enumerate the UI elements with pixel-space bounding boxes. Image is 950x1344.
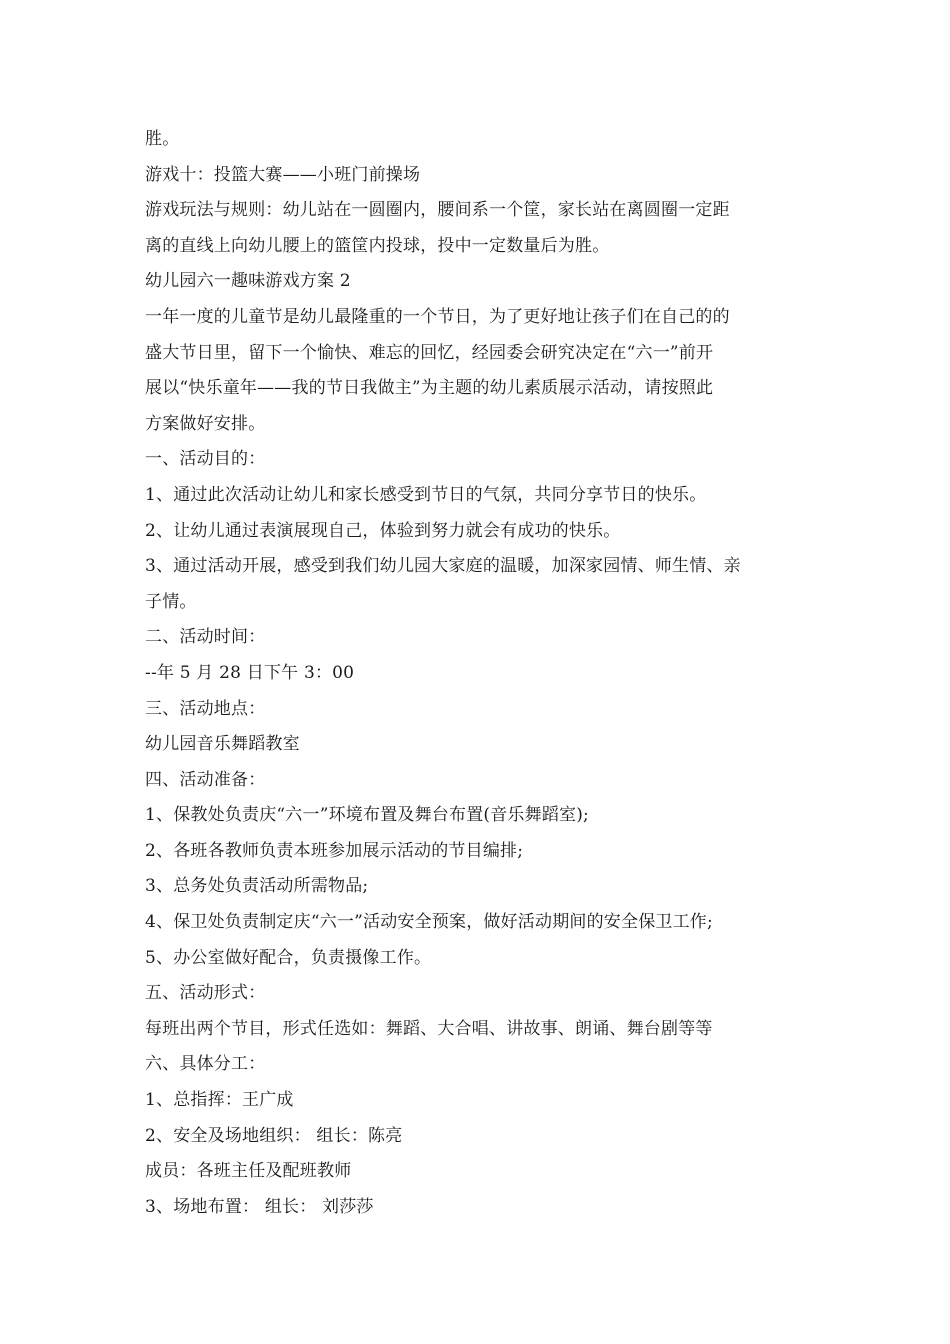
list-item: 3、场地布置： 组长： 刘莎莎	[145, 1196, 374, 1217]
section-heading-division: 六、具体分工：	[145, 1054, 266, 1075]
list-item: 3、通过活动开展，感受到我们幼儿园大家庭的温暖，加深家园情、师生情、亲	[145, 556, 741, 577]
list-item: 1、总指挥：王广成	[145, 1090, 294, 1111]
text-line: 展以“快乐童年——我的节日我做主”为主题的幼儿素质展示活动，请按照此	[145, 378, 714, 399]
list-item: 2、让幼儿通过表演展现自己，体验到努力就会有成功的快乐。	[145, 520, 621, 541]
list-item: 4、保卫处负责制定庆“六一”活动安全预案，做好活动期间的安全保卫工作;	[145, 912, 713, 933]
text-line: 盛大节日里，留下一个愉快、难忘的回忆，经园委会研究决定在“六一”前开	[145, 342, 714, 363]
list-item: 1、保教处负责庆“六一”环境布置及舞台布置(音乐舞蹈室);	[145, 805, 589, 826]
list-item: 5、办公室做好配合，负责摄像工作。	[145, 947, 432, 968]
section-heading-format: 五、活动形式：	[145, 983, 266, 1004]
event-location: 幼儿园音乐舞蹈教室	[145, 734, 300, 755]
list-item: 2、安全及场地组织： 组长：陈亮	[145, 1125, 403, 1146]
game-ten-heading: 游戏十：投篮大赛——小班门前操场	[145, 164, 421, 185]
text-line: 子情。	[145, 591, 197, 612]
section-heading-location: 三、活动地点：	[145, 698, 266, 719]
text-line: 游戏玩法与规则：幼儿站在一圆圈内，腰间系一个筐，家长站在离圆圈一定距	[145, 200, 730, 221]
event-date: --年 5 月 28 日下午 3：00	[145, 662, 355, 683]
text-line: 方案做好安排。	[145, 413, 266, 434]
list-item: 3、总务处负责活动所需物品;	[145, 876, 369, 897]
text-line: 一年一度的儿童节是幼儿最隆重的一个节日，为了更好地让孩子们在自己的的	[145, 306, 730, 327]
text-line: 胜。	[145, 129, 180, 149]
text-line: 离的直线上向幼儿腰上的篮筐内投球，投中一定数量后为胜。	[145, 235, 610, 256]
list-item: 1、通过此次活动让幼儿和家长感受到节日的气氛，共同分享节日的快乐。	[145, 484, 707, 505]
plan-title: 幼儿园六一趣味游戏方案 2	[145, 271, 351, 292]
list-item: 2、各班各教师负责本班参加展示活动的节目编排;	[145, 840, 524, 861]
document-body	[145, 122, 810, 1225]
text-line: 成员：各班主任及配班教师	[145, 1161, 352, 1182]
text-line: 每班出两个节目，形式任选如：舞蹈、大合唱、讲故事、朗诵、舞台剧等等	[145, 1018, 713, 1039]
section-heading-purpose: 一、活动目的：	[145, 449, 266, 470]
section-heading-preparation: 四、活动准备：	[145, 769, 266, 790]
section-heading-time: 二、活动时间：	[145, 627, 266, 648]
